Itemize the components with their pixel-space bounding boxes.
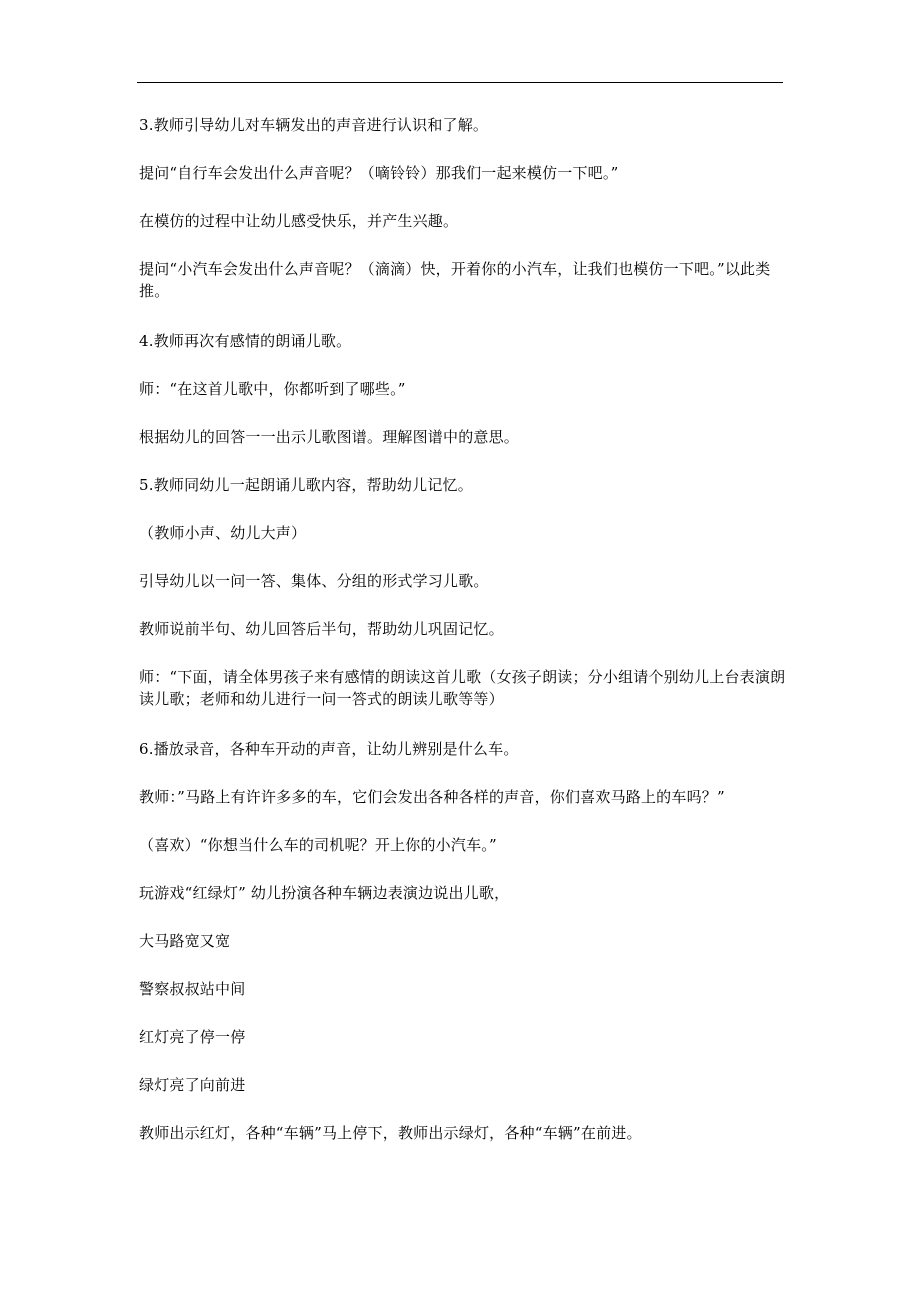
rhyme-line-1: 大马路宽又宽 xyxy=(139,932,231,950)
imitation-note: 在模仿的过程中让幼儿感受快乐，并产生兴趣。 xyxy=(139,212,459,230)
rhyme-line-2: 警察叔叔站中间 xyxy=(139,980,246,998)
step-6-heading: 6.播放录音，各种车开动的声音，让幼儿辨别是什么车。 xyxy=(139,740,519,758)
light-signal-instructions: 教师出示红灯，各种“车辆”马上停下，教师出示绿灯，各种“车辆”在前进。 xyxy=(139,1124,642,1142)
teacher-question: 师：“在这首儿歌中，你都听到了哪些。” xyxy=(139,380,406,398)
half-sentence: 教师说前半句、幼儿回答后半句，帮助幼儿巩固记忆。 xyxy=(139,620,504,638)
voice-note: （教师小声、幼儿大声） xyxy=(139,524,307,542)
step-3-heading: 3.教师引导幼儿对车辆发出的声音进行认识和了解。 xyxy=(139,116,489,134)
step-4-heading: 4.教师再次有感情的朗诵儿歌。 xyxy=(139,332,352,350)
question-car: 提问“小汽车会发出什么声音呢？（滴滴）快，开着你的小汽车，让我们也模仿一下吧。”以此类推。 xyxy=(139,260,771,300)
header-rule xyxy=(137,82,783,83)
guide-learning: 引导幼儿以一问一答、集体、分组的形式学习儿歌。 xyxy=(139,572,489,590)
rhyme-line-4: 绿灯亮了向前进 xyxy=(139,1076,246,1094)
show-picture-score: 根据幼儿的回答一一出示儿歌图谱。理解图谱中的意思。 xyxy=(139,428,520,446)
traffic-light-game: 玩游戏“红绿灯” 幼儿扮演各种车辆边表演边说出儿歌， xyxy=(139,884,510,902)
question-bicycle: 提问“自行车会发出什么声音呢？（嘀铃铃）那我们一起来模仿一下吧。” xyxy=(139,164,619,182)
driver-question: （喜欢）“你想当什么车的司机呢？开上你的小汽车。” xyxy=(139,836,497,854)
rhyme-line-3: 红灯亮了停一停 xyxy=(139,1028,246,1046)
group-reading: 师：“下面，请全体男孩子来有感情的朗读这首儿歌（女孩子朗读；分小组请个别幼儿上台表演朗读儿歌；老师和幼儿进行一问一答式的朗读儿歌等等） xyxy=(139,668,786,708)
step-5-heading: 5.教师同幼儿一起朗诵儿歌内容，帮助幼儿记忆。 xyxy=(139,476,473,494)
teacher-road-question: 教师：”马路上有许许多多的车，它们会发出各种各样的声音，你们喜欢马路上的车吗？” xyxy=(139,788,725,806)
